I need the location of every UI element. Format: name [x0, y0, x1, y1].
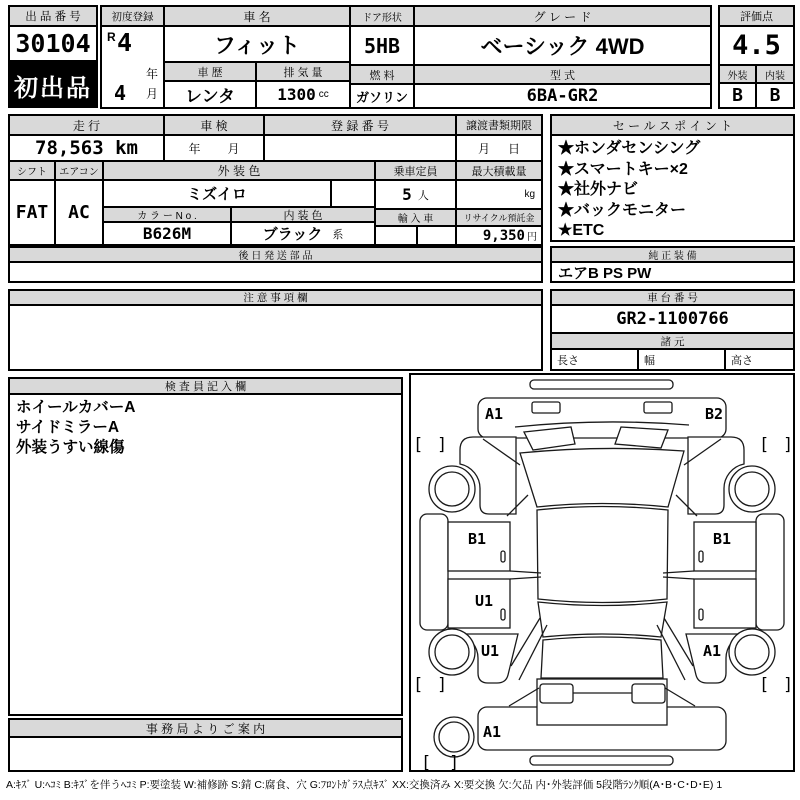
left-rear-corner-line [509, 688, 539, 706]
left-rear-door-handle [501, 609, 505, 620]
door-col [351, 7, 415, 107]
later-parts-box [8, 246, 543, 283]
reg-no-col [265, 116, 457, 160]
model-value: 6BA-GR2 [526, 86, 599, 106]
damage-mark-left-front-door: B1 [468, 530, 487, 548]
top-table [100, 5, 712, 109]
mileage-label: 走 行 [10, 116, 163, 136]
displacement-value [257, 82, 349, 107]
inspection-value [165, 136, 263, 160]
recycle-value [457, 227, 541, 244]
oem-value: エアB PS PW [558, 264, 652, 281]
capacity-unit: 人 [417, 189, 429, 202]
car-name-label: 車 名 [165, 7, 349, 27]
spare-tire-inner [439, 722, 469, 752]
left-front-door-handle [501, 551, 505, 562]
grade-col [415, 7, 710, 107]
ext-color-value: ミズイロ [104, 181, 332, 206]
right-rear-door-handle [699, 609, 703, 620]
sales-point-item: ★スマートキー×2 [558, 160, 688, 178]
notes-label: 注 意 事 項 欄 [10, 291, 541, 306]
bracket: [ [759, 675, 770, 695]
office-value [10, 738, 401, 770]
shift-value: FAT [15, 202, 49, 223]
inspector-notes [10, 395, 401, 714]
car-damage-diagram [411, 375, 793, 770]
aircon-value: AC [68, 202, 90, 223]
lot-label: 出 品 番 号 [10, 7, 96, 27]
rating-score: 4.5 [720, 27, 793, 66]
license-garnish-left [540, 684, 573, 703]
later-parts-label: 後 日 発 送 部 品 [10, 248, 541, 263]
inspection-col [165, 116, 265, 160]
office-box [8, 718, 403, 772]
import-cell-2 [418, 227, 455, 244]
model-label: 型 式 [415, 66, 710, 85]
transfer-label: 譲渡書類期限 [457, 116, 541, 136]
transfer-value [457, 136, 541, 160]
shift-col [10, 162, 56, 244]
rear-window [538, 602, 667, 637]
left-door-divider2 [510, 577, 541, 579]
sales-points-list [552, 136, 793, 245]
reg-year: 4 [117, 28, 133, 57]
int-color-value [232, 223, 374, 244]
ext-color-extra-cell [332, 181, 374, 206]
notes-box [8, 289, 543, 371]
bracket: [ [759, 435, 770, 455]
reg-no-value [265, 136, 455, 160]
front-bumper [478, 398, 726, 438]
reg-year-unit: 年 [145, 67, 158, 81]
exterior-grade: B [732, 85, 743, 106]
mileage-col [10, 116, 165, 160]
damage-mark-rear-bumper: A1 [483, 723, 502, 741]
sales-point-item: ★ホンダセンシング [558, 140, 701, 157]
status-table [8, 114, 543, 246]
color-no-label: カ ラ ー N o . [104, 208, 232, 221]
inspector-note-line: サイドミラーA [16, 419, 120, 436]
max-load-label: 最大積載量 [457, 162, 541, 181]
reg-no-label: 登 録 番 号 [265, 116, 455, 136]
spec-label: 諸 元 [552, 334, 793, 350]
fuel-value: ガソリン [355, 89, 408, 105]
sales-point-item: ★社外ナビ [558, 181, 639, 198]
damage-legend: A:ｷｽﾞ U:ﾍｺﾐ B:ｷｽﾞを伴うﾍｺﾐ P:要塗装 W:補修跡 S:錆 C:腐食、穴 G:ﾌﾛﾝﾄｶﾞﾗｽ点ｷｽﾞ XX:交換済み X:要交換 欠:欠品 内･外装評価 5段階ﾗﾝｸ順(A･B･C･D･E) 1 [6, 779, 723, 791]
bracket: ] [449, 753, 460, 770]
chassis-value: GR2-1100766 [552, 306, 793, 334]
chassis-box [550, 289, 795, 371]
capacity-col [376, 162, 457, 244]
capacity-label: 乗車定員 [376, 162, 455, 181]
import-label: 輸 入 車 [376, 210, 455, 227]
shift-label: シフト [10, 162, 54, 181]
interior-grade: B [769, 85, 781, 106]
oem-box [550, 246, 795, 283]
history-col [165, 63, 257, 107]
wiper-right [615, 427, 668, 448]
reg-month-unit: 月 [145, 87, 158, 101]
rear-bottom-strip [530, 756, 673, 765]
history-label: 車 歴 [165, 63, 255, 82]
color-no-value: B626M [104, 223, 232, 244]
history-value: レンタ [185, 87, 235, 106]
right-front-door-handle [699, 551, 703, 562]
inspector-label: 検 査 員 記 入 欄 [10, 379, 401, 395]
displacement-unit: cc [318, 89, 329, 100]
damage-mark-left-rear-quarter: U1 [481, 642, 500, 660]
chassis-label: 車 台 番 号 [552, 291, 793, 306]
inspection-month-unit: 月 [227, 141, 240, 156]
spec-width-label: 幅 [639, 350, 726, 369]
inspector-note-line: ホイールカバーA [16, 399, 136, 416]
lot-box [8, 5, 98, 62]
capacity-number: 5 [402, 185, 412, 204]
right-rear-door [694, 579, 756, 628]
first-registration-label: 初度登録 [102, 7, 163, 27]
front-top-strip [530, 380, 673, 389]
door-value: 5HB [351, 27, 413, 66]
recycle-fee: 9,350 [482, 227, 525, 244]
roof [537, 507, 668, 603]
bracket: ] [783, 435, 793, 455]
transfer-col [457, 116, 541, 160]
notes-value [10, 306, 541, 369]
inspector-box [8, 377, 403, 716]
damage-mark-right-rear-quarter: A1 [703, 642, 722, 660]
later-parts-value [10, 263, 541, 281]
oem-label: 純 正 装 備 [552, 248, 793, 263]
int-color-label: 内 装 色 [232, 208, 374, 221]
exterior-grade-col [720, 66, 757, 107]
left-rear-wheel-inner [435, 635, 469, 669]
front-bumper-detail-left [532, 402, 560, 413]
sales-point-item: ★バックモニター [558, 201, 687, 219]
spec-length-label: 長さ [552, 350, 639, 369]
transfer-day-unit: 日 [507, 141, 520, 156]
reg-month: 4 [114, 81, 127, 105]
bracket: [ [413, 435, 424, 455]
left-door-divider1 [510, 571, 541, 573]
transfer-month-unit: 月 [477, 141, 490, 156]
color-col [104, 162, 376, 244]
first-listing-badge: 初出品 [8, 62, 98, 108]
era: R [107, 30, 116, 44]
rating-label: 評価点 [720, 7, 793, 27]
car-name-col [165, 7, 351, 107]
sales-point-item: ★ETC [558, 222, 605, 239]
rating-box [718, 5, 795, 109]
mileage-value: 78,563 km [35, 137, 138, 159]
rear-hatch [541, 637, 663, 678]
inspection-year-unit: 年 [188, 141, 201, 156]
damage-mark-left-rear-door: U1 [475, 592, 494, 610]
grade-value: ベーシック 4WD [415, 27, 710, 66]
left-rocker [420, 514, 448, 630]
capacity-value [376, 181, 455, 210]
damage-mark-front-bumper-left: A1 [485, 405, 504, 423]
import-cell-1 [376, 227, 418, 244]
damage-mark-front-bumper-right: B2 [705, 405, 724, 423]
displacement-label: 排 気 量 [257, 63, 349, 82]
sales-points-box [550, 114, 795, 242]
int-color-name: ブラック [262, 226, 323, 243]
first-registration-col [102, 7, 165, 107]
first-registration-value [102, 27, 163, 107]
damage-diagram-box [409, 373, 795, 772]
bracket: ] [783, 675, 793, 695]
bracket: ] [437, 435, 448, 455]
lot-number: 30104 [15, 29, 91, 58]
ext-color-label: 外 装 色 [104, 162, 374, 181]
inspection-label: 車 検 [165, 116, 263, 136]
max-load-value: kg [457, 181, 541, 210]
grade-label: グ レ ー ド [415, 7, 710, 27]
aircon-label: エアコン [56, 162, 102, 181]
right-rear-corner-line [665, 688, 695, 706]
recycle-unit: 円 [527, 232, 537, 243]
bracket: [ [413, 675, 424, 695]
exterior-label: 外装 [720, 66, 755, 84]
right-rear-wheel-inner [735, 635, 769, 669]
fuel-label: 燃 料 [351, 66, 413, 85]
damage-mark-right-front-door: B1 [713, 530, 732, 548]
bracket: ] [437, 675, 448, 695]
windshield [520, 448, 684, 507]
load-recycle-col [457, 162, 541, 244]
car-name: フィット [165, 27, 349, 63]
spec-height-label: 高さ [731, 354, 753, 367]
left-front-wheel-inner [435, 472, 469, 506]
recycle-label: リサイクル預託金 [457, 210, 541, 227]
displacement-number: 1300 [277, 85, 316, 104]
interior-grade-col [757, 66, 793, 107]
sales-points-label: セ ー ル ス ポ イ ン ト [552, 116, 793, 136]
bracket: [ [421, 753, 432, 770]
office-label: 事 務 局 よ り ご 案 内 [10, 720, 401, 738]
license-garnish-right [632, 684, 665, 703]
int-color-suffix: 系 [332, 228, 344, 241]
interior-label: 内装 [757, 66, 793, 84]
front-bumper-detail-right [644, 402, 672, 413]
right-rocker [756, 514, 784, 630]
inspector-note-line: 外装うすい線傷 [16, 439, 125, 456]
displacement-col [257, 63, 349, 107]
door-label: ドア形状 [351, 7, 413, 27]
right-front-wheel-inner [735, 472, 769, 506]
aircon-col [56, 162, 104, 244]
